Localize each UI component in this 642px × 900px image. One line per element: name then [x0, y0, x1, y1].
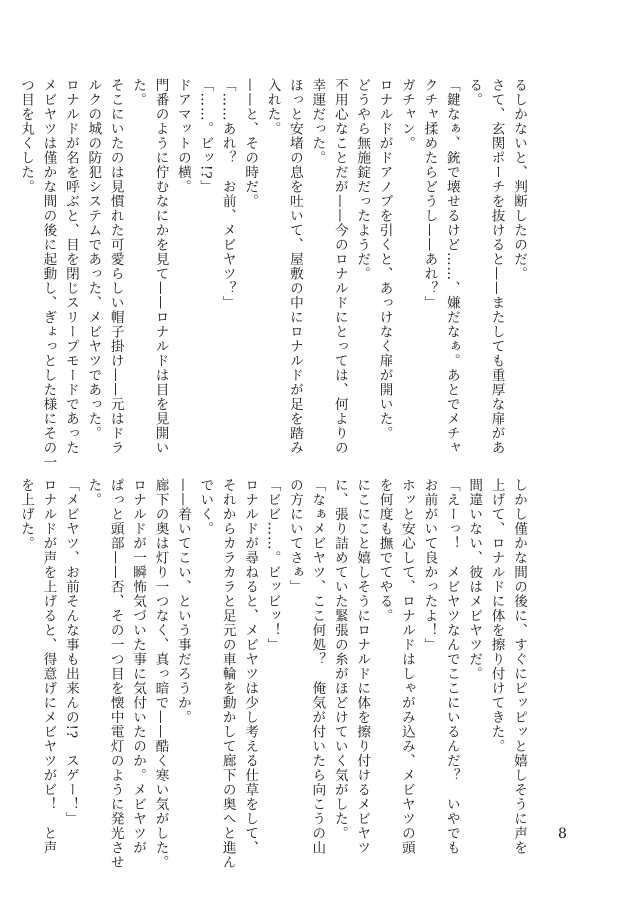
text-line: ——と、その時だ。: [242, 78, 259, 209]
text-line: 入れた。: [264, 78, 281, 136]
text-line: 「メビヤツ、お前そんな事も出来んの!? スゲー！」: [62, 478, 79, 827]
text-line: 「なぁメビヤツ、ここ何処？ 俺気が付いたら向こうの山: [309, 478, 326, 855]
text-line: を上げた。: [18, 478, 35, 551]
text-line: 「ビビ……。ビッビッ！」: [264, 478, 281, 652]
text-line: の方にいてさぁ」: [286, 478, 303, 594]
text-line: た。: [130, 78, 147, 107]
text-line: ホッと安心して、ロナルドはしゃがみ込み、メビヤツの頭: [398, 478, 415, 855]
text-line: 上げて、ロナルドに体を擦り付けてきた。: [488, 478, 505, 754]
text-line: つ目を丸くした。: [18, 78, 35, 194]
text-line: でいく。: [197, 478, 214, 536]
text-line: お前がいて良かったよ！」: [421, 478, 438, 652]
text-line: ガチャン。: [398, 78, 415, 151]
text-line: 不用心なことだが——今のロナルドにとっては、何よりの: [331, 78, 348, 455]
text-line: に、張り詰めていた緊張の糸がほどけていく気がした。: [331, 478, 348, 841]
text-line: 「えーっ！ メビヤツなんでここにいるんだ？ いやでも: [443, 478, 460, 855]
text-line: る。: [466, 78, 483, 107]
text-line: 門番のように佇むなにかを見て——ロナルドは目を見開い: [152, 78, 169, 455]
text-line: さて、玄関ポーチを抜けると——またしても重厚な扉があ: [488, 78, 505, 455]
text-line: しかし僅かな間の後に、すぐにピッピッと嬉しそうに声を: [511, 478, 527, 855]
text-line: た。: [85, 478, 102, 507]
text-line: ロナルドがドアノブを引くと、あっけなく扉が開いた。: [376, 78, 393, 441]
text-line: るしかないと、判断したのだ。: [511, 78, 527, 281]
text-line: メビヤツは僅かな間の後に起動し、ぎょっとした様にその一: [40, 78, 57, 470]
text-line: 「……。ビッ!?」: [197, 78, 214, 195]
text-line: それからカラカラと足元の車輪を動かして廊下の奥へと進ん: [219, 478, 236, 870]
text-line: ロナルドが一瞬怖気づいた事に気付いたのか。メビヤツが: [130, 478, 147, 855]
text-line: ルクの城の防犯システムであった、メビヤツであった。: [85, 78, 102, 441]
text-line: ロナルドが尋ねると、メビヤツは少し考える仕草をして、: [242, 478, 259, 855]
text-line: 幸運だった。: [309, 78, 326, 165]
text-line: を何度も撫でてやる。: [376, 478, 393, 623]
text-line: ドアマットの横。: [174, 78, 191, 194]
text-line: 「鍵なぁ、銃で壊せるけど……、嫌だなぁ。あとでメチャ: [443, 78, 460, 455]
lower-text-block: [18, 478, 530, 870]
upper-text-block: [18, 78, 530, 470]
text-line: そこにいたのは見慣れた可愛らしい帽子掛け——元はドラ: [107, 78, 124, 455]
text-line: クチャ揉めたらどうし——あれ？」: [421, 78, 438, 310]
text-line: ——着いてこい、という事だろうか。: [174, 478, 191, 725]
text-line: 廊下の奥は灯り一つなく、真っ暗で——酷く寒い気がした。: [152, 478, 169, 870]
text-line: どうやら無施錠だったようだ。: [354, 78, 371, 281]
text-line: ロナルドが声を上げると、得意げにメビヤツがビ！ と声: [40, 478, 57, 855]
text-line: ほっと安堵の息を吐いて、屋敷の中にロナルドが足を踏み: [286, 78, 303, 455]
text-line: 間違いない、彼はメビヤツだ。: [466, 478, 483, 681]
text-line: ぱっと頭部——否、その一つ目を懐中電灯のように発光させ: [107, 478, 124, 870]
page-number: 8: [558, 826, 567, 842]
text-line: 「……あれ？ お前、メビヤツ？」: [219, 78, 236, 310]
text-line: ロナルドが名を呼ぶと、目を閉じスリープモードであった: [62, 78, 79, 455]
text-line: にこにこと嬉しそうにロナルドに体を擦り付けるメビヤツ: [354, 478, 371, 855]
